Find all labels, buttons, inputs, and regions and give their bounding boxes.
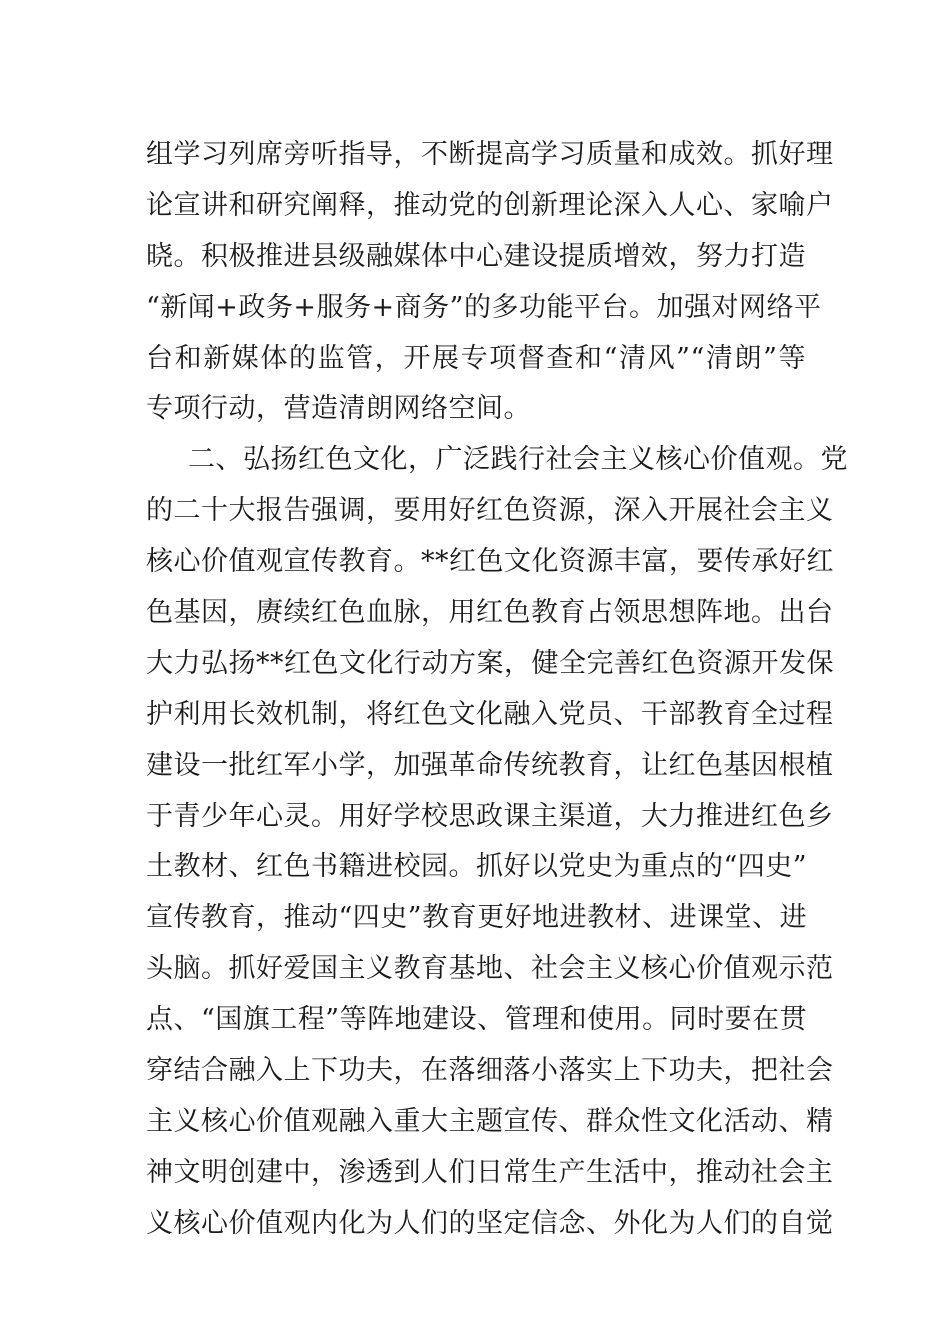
text-line: 头脑。抓好爱国主义教育基地、社会主义核心价值观示范 (146, 953, 834, 985)
text-line: 主义核心价值观融入重大主题宣传、群众性文化活动、精 (146, 1105, 834, 1137)
text-line: 台和新媒体的监管，开展专项督查和“清风”“清朗”等 (146, 342, 806, 374)
paragraph-1 (146, 130, 834, 435)
text-line: 核心价值观宣传教育。**红色文化资源丰富，要传承好红 (146, 546, 834, 578)
text-line: 宣传教育，推动“四史”教育更好地进教材、进课堂、进 (146, 902, 808, 934)
text-line: 大力弘扬**红色文化行动方案，健全完善红色资源开发保 (146, 647, 834, 679)
text-line: 的二十大报告强调，要用好红色资源，深入开展社会主义 (146, 495, 834, 527)
text-line: 色基因，赓续红色血脉，用红色教育占领思想阵地。出台 (146, 597, 834, 629)
text-line: 晓。积极推进县级融媒体中心建设提质增效，努力打造 (146, 240, 806, 272)
text-line: 组学习列席旁听指导，不断提高学习质量和成效。抓好理 (146, 139, 834, 170)
text-line: 神文明创建中，渗透到人们日常生产生活中，推动社会主 (146, 1156, 834, 1188)
text-line: 专项行动，营造清朗网络空间。 (146, 393, 531, 425)
text-line: 点、“国旗工程”等阵地建设、管理和使用。同时要在贯 (146, 1004, 808, 1036)
text-line: “新闻+政务+服务+商务”的多功能平台。加强对网络平 (146, 291, 822, 323)
text-line: 土教材、红色书籍进校园。抓好以党史为重点的“四史” (146, 851, 808, 883)
paragraph-2 (146, 435, 848, 1249)
text-line: 于青少年心灵。用好学校思政课主渠道，大力推进红色乡 (146, 800, 834, 832)
document-body (146, 130, 848, 1250)
text-line: 穿结合融入上下功夫，在落细落小落实上下功夫，把社会 (146, 1055, 834, 1087)
text-line: 义核心价值观内化为人们的坚定信念、外化为人们的自觉 (146, 1207, 834, 1239)
text-line: 建设一批红军小学，加强革命传统教育，让红色基因根植 (146, 749, 834, 781)
text-line: 二、弘扬红色文化，广泛践行社会主义核心价值观。党 (188, 444, 848, 476)
text-line: 论宣讲和研究阐释，推动党的创新理论深入人心、家喻户 (146, 189, 834, 221)
text-line: 护利用长效机制，将红色文化融入党员、干部教育全过程 (146, 698, 834, 730)
